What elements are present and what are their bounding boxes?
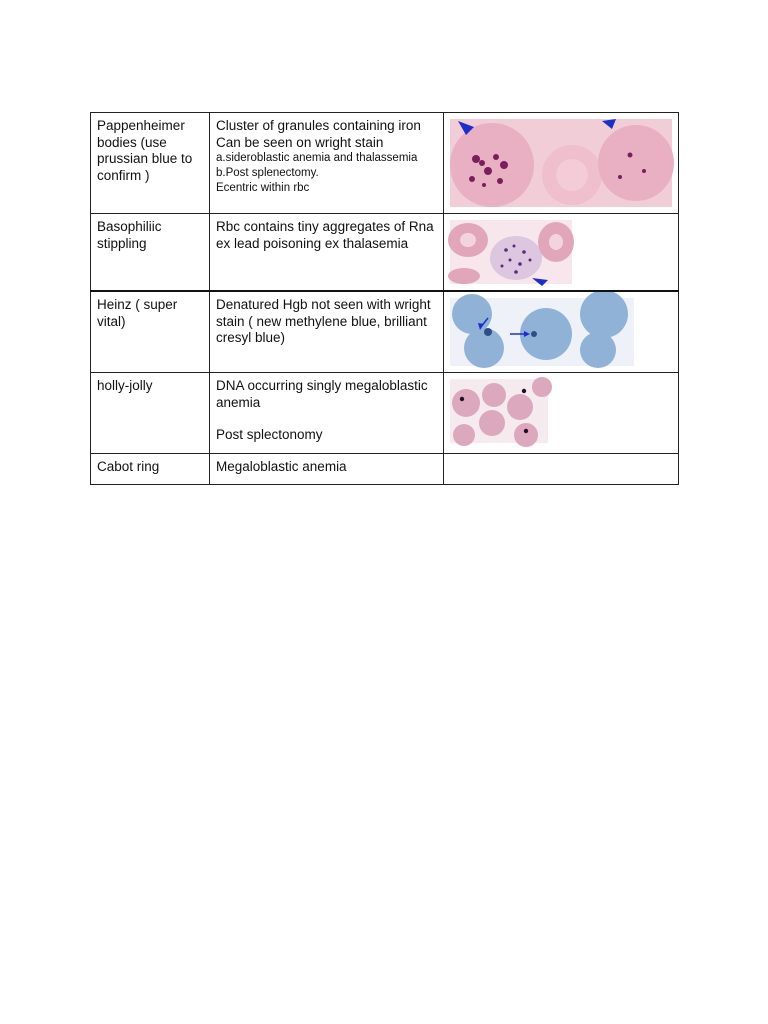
desc-line-small: b.Post splenectomy.: [216, 167, 319, 179]
desc-line: Megaloblastic anemia: [216, 459, 347, 474]
desc-line-small: Ecentric within rbc: [216, 182, 310, 194]
table-row: [91, 214, 679, 292]
term-cell: [91, 291, 210, 373]
desc-line: Denatured Hgb not seen with wright stain ( new methylene blue, brilliant cresyl blue): [216, 297, 431, 345]
image-cell: [444, 291, 679, 373]
description-cell: [210, 113, 444, 214]
table-row: [91, 373, 679, 454]
desc-line: Can be seen on wright stain: [216, 134, 384, 150]
term-heinz: Heinz ( super vital): [97, 297, 178, 329]
term-howell-jolly: holly-jolly: [97, 378, 153, 393]
desc-line: Cluster of granules containing iron: [216, 118, 421, 133]
basophilic-micrograph: [444, 214, 678, 290]
desc-line: DNA occurring singly megaloblastic anemia: [216, 378, 428, 410]
term-cell: [91, 454, 210, 485]
description-cell: [210, 291, 444, 373]
howell-jolly-micrograph: [444, 373, 678, 453]
description-cell: [210, 214, 444, 292]
term-cell: [91, 113, 210, 214]
table-row: [91, 113, 679, 214]
desc-line-small: a.sideroblastic anemia and thalassemia: [216, 152, 418, 164]
desc-line: Post splectonomy: [216, 427, 323, 442]
term-basophilic: Basophiliic stippling: [97, 219, 162, 251]
pappenheimer-micrograph: [444, 113, 678, 213]
term-cell: [91, 373, 210, 454]
description-cell: [210, 454, 444, 485]
image-cell: [444, 373, 679, 454]
term-pappenheimer: Pappenheimer bodies (use prussian blue to confirm ): [97, 118, 193, 183]
heinz-micrograph: [444, 292, 678, 372]
term-cell: [91, 214, 210, 292]
image-cell-empty: [444, 454, 679, 485]
description-cell: [210, 373, 444, 454]
desc-line: Rbc contains tiny aggregates of Rna ex lead poisoning ex thalasemia: [216, 219, 434, 251]
table-row: [91, 291, 679, 373]
table-row: [91, 454, 679, 485]
term-cabot-ring: Cabot ring: [97, 459, 160, 474]
image-cell: [444, 113, 679, 214]
image-cell: [444, 214, 679, 292]
rbc-inclusions-table: [90, 112, 679, 485]
